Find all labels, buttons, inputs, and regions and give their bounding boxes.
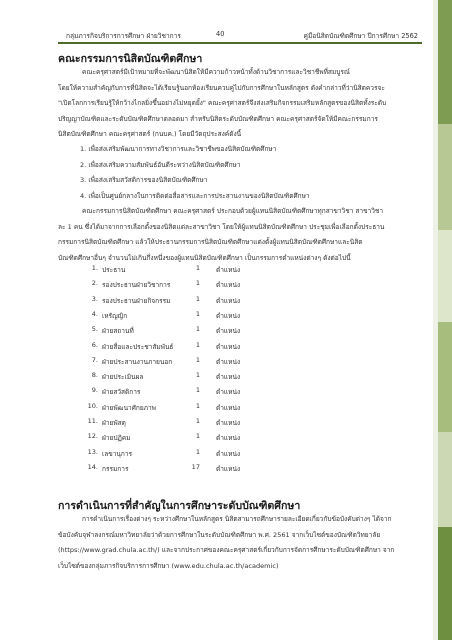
position-name: เลขานุการ	[102, 449, 133, 458]
position-count: 1	[195, 264, 200, 272]
intro-line: คณะครุศาสตร์มีเป้าหมายที่จะพัฒนานิสิตให้มีความก้าวหน้าทั้งด้านวิชาการและวิชาชีพที่สมบูรณ์	[82, 68, 350, 76]
position-unit: ตำแหน่ง	[216, 449, 241, 458]
position-unit: ตำแหน่ง	[216, 266, 241, 274]
position-unit: ตำแหน่ง	[216, 357, 241, 366]
position-number: 9.	[91, 386, 98, 395]
position-count: 1	[195, 401, 200, 410]
position-number: 10.	[87, 401, 98, 410]
position-number: 2.	[91, 279, 98, 288]
position-unit: ตำแหน่ง	[216, 419, 241, 427]
position-count: 1	[195, 279, 200, 288]
position-count: 17	[191, 462, 200, 471]
committee-line: ละ 1 คน ซึ่งได้มาจากการเลือกตั้งของนิสิตแต่ละสาขาวิชา โดยให้ผู้แทนนิสิตบัณฑิตศึกษา ประชุมเพื่อเลือกตั้งประธาน	[58, 222, 385, 231]
side-band-segment	[438, 230, 452, 322]
objective-item: 1. เพื่อส่งเสริมพัฒนาการทางวิชาการและวิชาชีพของนิสิตบัณฑิตศึกษา	[80, 145, 277, 153]
position-count: 1	[195, 432, 200, 441]
position-row	[84, 447, 241, 460]
position-unit: ตำแหน่ง	[216, 311, 241, 320]
procedures-line: (https://www.grad.chula.ac.th/) และจากประกาศของคณะครุศาสตร์เกี่ยวกับการจัดการศึกษาระดับบัณฑิตศึกษา จาก	[58, 546, 395, 555]
position-row	[84, 371, 241, 383]
position-row	[84, 417, 241, 429]
position-row	[84, 432, 241, 444]
position-count: 1	[195, 447, 200, 456]
position-number: 3.	[91, 294, 98, 303]
position-unit: ตำแหน่ง	[216, 296, 241, 305]
position-name: กรรมการ	[102, 464, 129, 473]
position-count: 1	[195, 340, 200, 349]
side-band-segment	[438, 432, 452, 527]
intro-line: "เปิดโลกการเรียนรู้ให้กว้างไกลยิ่งขึ้นอย่างไม่หยุดยั้ง" คณะครุศาสตร์จึงส่งเสริมกิจกรรมเสริมหลักสูตรของนิสิตทั้งระดับ	[58, 99, 387, 108]
side-band-segment	[438, 322, 452, 432]
committee-line: บัณฑิตศึกษาอื่นๆ จำนวนไม่เกินกึ่งหนึ่งของผู้แทนนิสิตบัณฑิตศึกษา เป็นกรรมการตำแหน่งต่างๆ ดังต่อไปนี้	[58, 253, 351, 262]
intro-paragraph	[58, 65, 420, 143]
position-unit: ตำแหน่ง	[216, 388, 241, 397]
position-row	[84, 325, 241, 337]
position-row	[84, 279, 241, 291]
procedures-line: ข้อบังคับจุฬาลงกรณ์มหาวิทยาลัยว่าด้วยการศึกษาในระดับบัณฑิตศึกษา พ.ศ. 2561 จากเว็บไซต์ของบัณฑิตวิทยาลัย	[58, 530, 381, 539]
procedures-paragraph	[58, 512, 420, 574]
position-count: 1	[195, 294, 200, 303]
procedures-line: การดำเนินการเรื่องต่างๆ ระหว่างศึกษาในหลักสูตร นิสิตสามารถศึกษารายละเอียดเกี่ยวกับข้อบังคับต่างๆ ได้จาก	[82, 515, 392, 523]
objective-item: 4. เพื่อเป็นศูนย์กลางในการติดต่อสื่อสารและการประสานงานของนิสิตบัณฑิตศึกษา	[80, 192, 310, 200]
position-name: ฝ่ายพัสดุ	[102, 419, 126, 427]
objective-item: 3. เพื่อส่งเสริมสวัสดิการของนิสิตบัณฑิตศึกษา	[80, 176, 208, 184]
intro-line: นิสิตบัณฑิตศึกษา คณะครุศาสตร์ (กนบค.) โดยมีวัตถุประสงค์ดังนี้	[58, 130, 242, 139]
position-number: 13.	[87, 447, 98, 456]
procedures-line: เว็บไซต์ของกลุ่มภารกิจบริการการศึกษา (www.edu.chula.ac.th/academic)	[58, 561, 279, 570]
position-unit: ตำแหน่ง	[216, 327, 241, 336]
committee-paragraph	[58, 204, 420, 266]
position-row	[84, 462, 241, 475]
position-name: ฝ่ายสวัสดิการ	[102, 388, 141, 397]
position-number: 6.	[91, 340, 98, 349]
position-row	[84, 386, 241, 398]
position-name: ฝ่ายพัฒนาศักยภาพ	[102, 403, 156, 412]
running-header-right: คู่มือนิสิตบัณฑิตศึกษา ปีการศึกษา 2562	[303, 32, 418, 40]
position-number: 11.	[87, 417, 98, 425]
running-header-left: กลุ่มภารกิจบริการการศึกษา ฝ่ายวิชาการ	[66, 32, 181, 40]
position-unit: ตำแหน่ง	[216, 434, 241, 443]
position-name: ฝ่ายประเมินผล	[102, 373, 144, 382]
committee-line: กรรมการนิสิตบัณฑิตศึกษา แล้วให้ประธานกรรมการนิสิตบัณฑิตศึกษาแต่งตั้งผู้แทนนิสิตบัณฑิตศึกษาและนิสิต	[58, 238, 363, 247]
intro-line: โดยให้ความสำคัญกับการที่นิสิตจะได้เรียนรู้นอกห้องเรียนควบคู่ไปกับการศึกษาในหลักสูตร ดังคำกล่าวที่ว่านิสิตควรจะ	[58, 83, 385, 92]
position-name: รองประธานฝ่ายกิจกรรม	[102, 296, 171, 305]
position-unit: ตำแหน่ง	[216, 373, 241, 382]
position-number: 7.	[91, 355, 98, 364]
position-number: 12.	[87, 432, 98, 441]
position-row	[84, 294, 241, 307]
position-name: ฝ่ายประสานงานภายนอก	[102, 357, 173, 366]
position-name: ประธาน	[102, 266, 126, 274]
position-unit: ตำแหน่ง	[216, 281, 241, 290]
position-row	[84, 309, 241, 322]
side-decoration	[433, 0, 452, 640]
position-number: 8.	[91, 371, 98, 380]
side-band-segment	[438, 124, 452, 230]
side-band-segment	[438, 527, 452, 640]
position-unit: ตำแหน่ง	[216, 464, 241, 473]
position-count: 1	[195, 386, 200, 395]
position-name: ฝ่ายสถานที่	[102, 327, 134, 336]
position-count: 1	[195, 371, 200, 380]
position-unit: ตำแหน่ง	[216, 403, 241, 412]
position-count: 1	[195, 417, 200, 425]
position-number: 4.	[91, 309, 98, 318]
position-number: 5.	[91, 325, 98, 334]
position-number: 1.	[91, 264, 98, 272]
position-name: ฝ่ายปฏิคม	[102, 434, 131, 443]
side-band-segment	[438, 0, 452, 124]
position-count: 1	[195, 309, 200, 318]
section-title-procedures: การดำเนินการที่สำคัญในการศึกษาระดับบัณฑิตศึกษา	[58, 500, 301, 512]
position-count: 1	[195, 355, 200, 364]
position-unit: ตำแหน่ง	[216, 342, 241, 351]
objective-item: 2. เพื่อส่งเสริมความสัมพันธ์อันดีระหว่างนิสิตบัณฑิตศึกษา	[80, 161, 241, 169]
position-name: เหรัญญิก	[102, 311, 128, 320]
page-number: 40	[216, 30, 225, 38]
committee-line: คณะกรรมการนิสิตบัณฑิตศึกษา คณะครุศาสตร์ ประกอบด้วยผู้แทนนิสิตบัณฑิตศึกษาทุกสาขาวิชา สาขาวิชา	[82, 207, 384, 215]
position-row	[84, 355, 241, 368]
position-row	[84, 401, 241, 414]
position-row	[84, 264, 241, 276]
position-number: 14.	[87, 462, 98, 471]
position-name: รองประธานฝ่ายวิชาการ	[102, 281, 171, 290]
header-rule	[58, 42, 422, 44]
section-title-committee: คณะกรรมการนิสิตบัณฑิตศึกษา	[58, 53, 203, 65]
intro-line: ปริญญาบัณฑิตและระดับบัณฑิตศึกษาตลอดมา สำหรับนิสิตระดับบัณฑิตศึกษา คณะครุศาสตร์จัดให้มีคณะกรรมการ	[58, 114, 378, 123]
position-name: ฝ่ายสื่อและประชาสัมพันธ์	[102, 342, 174, 351]
position-count: 1	[195, 325, 200, 334]
position-row	[84, 340, 241, 353]
